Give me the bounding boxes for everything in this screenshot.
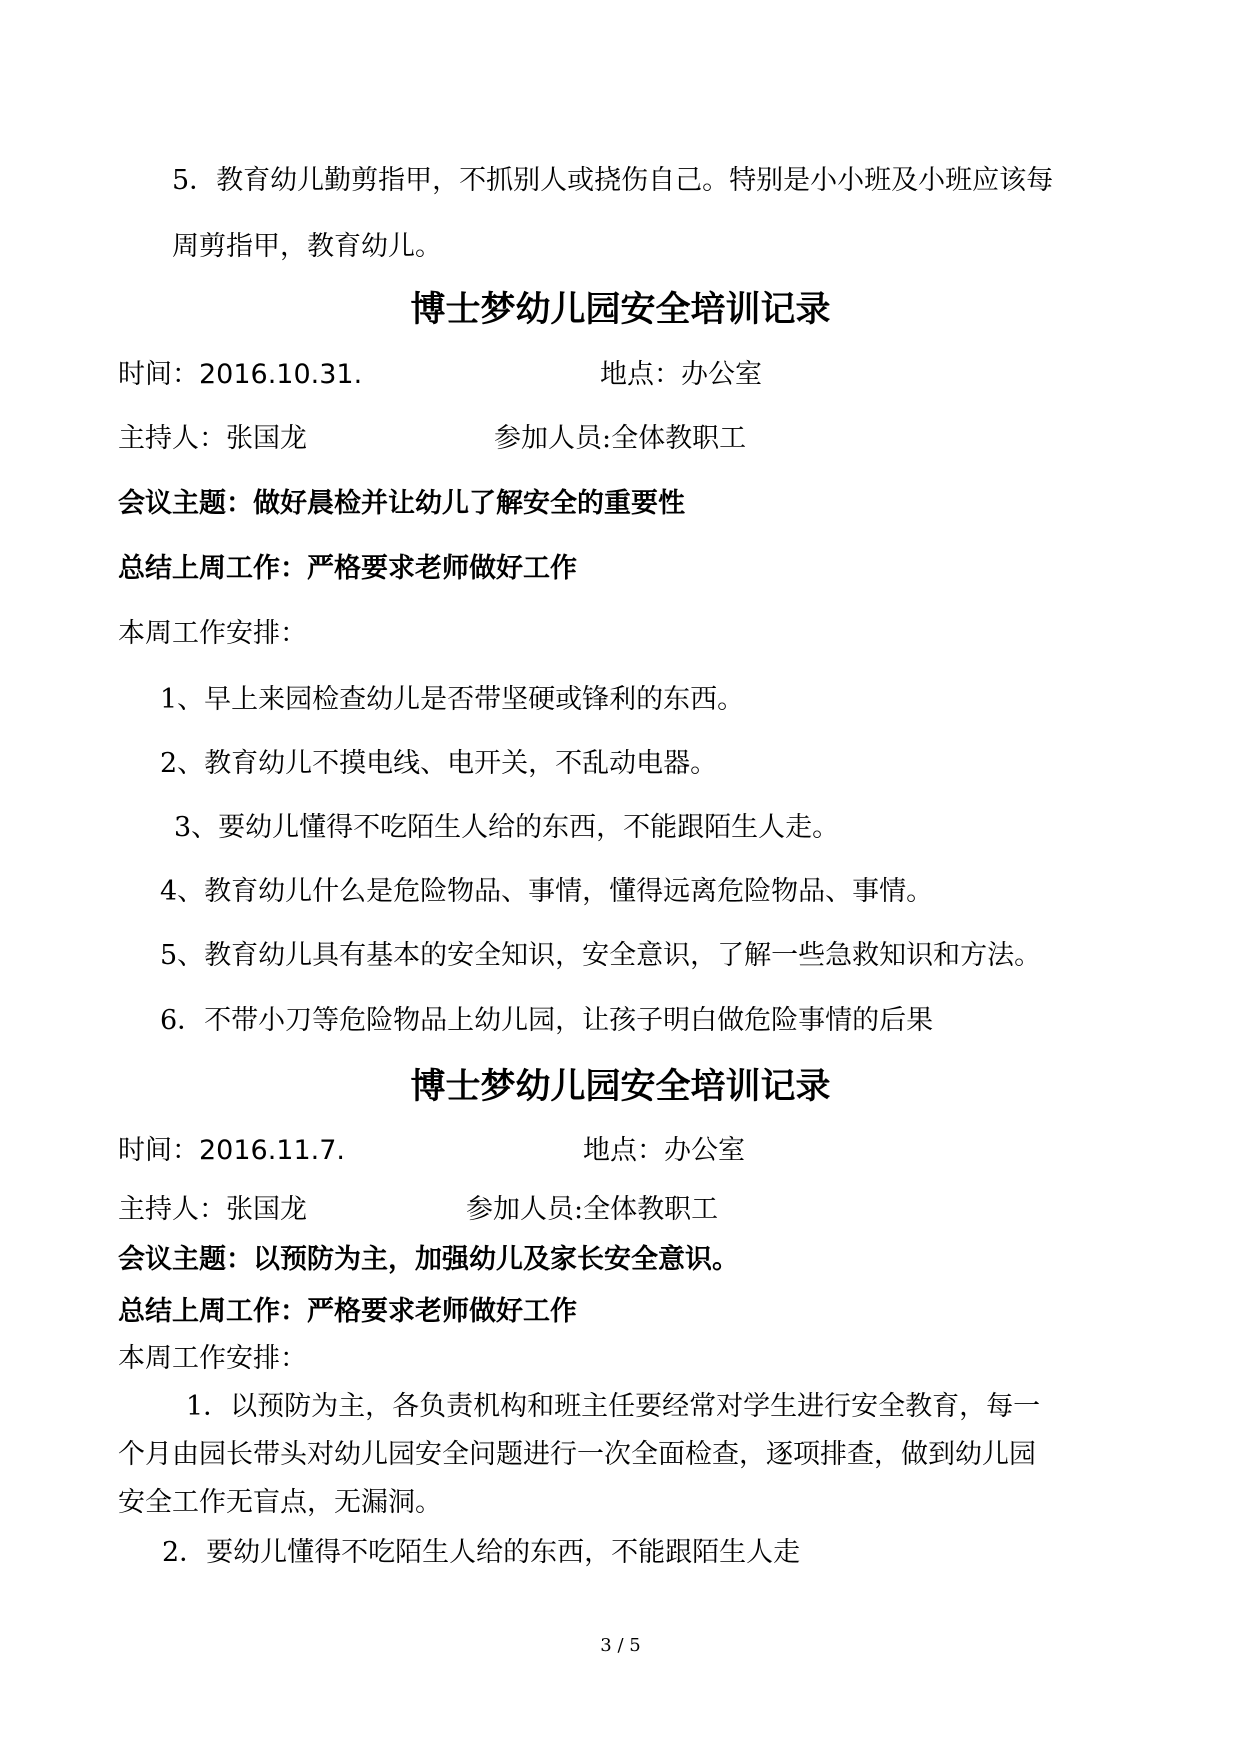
section-2-summary: 总结上周工作：严格要求老师做好工作 [118, 1296, 577, 1327]
section-2-time [118, 1133, 345, 1169]
item-5-line-2: 周剪指甲，教育幼儿。 [172, 231, 442, 262]
section-1-title: 博士梦幼儿园安全培训记录 [410, 290, 831, 330]
section-1-theme: 会议主题：做好晨检并让幼儿了解安全的重要性 [118, 488, 685, 519]
section-1-host: 主持人：张国龙 [118, 423, 307, 454]
section-2-theme: 会议主题：以预防为主，加强幼儿及家长安全意识。 [118, 1244, 739, 1275]
section-1-item-6: 6．不带小刀等危险物品上幼儿园，让孩子明白做危险事情的后果 [160, 1005, 934, 1036]
section-2-place: 地点：办公室 [583, 1135, 745, 1166]
item-5-line-1: 5．教育幼儿勤剪指甲，不抓别人或挠伤自己。特别是小小班及小班应该每 [172, 165, 1054, 196]
section-2-attendees: 参加人员:全体教职工 [466, 1194, 719, 1225]
time-label: 时间： [118, 359, 199, 390]
section-2-title: 博士梦幼儿园安全培训记录 [410, 1067, 831, 1107]
time-value: 2016.11.7. [199, 1135, 345, 1166]
section-1-item-2: 2、教育幼儿不摸电线、电开关，不乱动电器。 [160, 748, 718, 779]
section-2-host: 主持人：张国龙 [118, 1194, 307, 1225]
page-number: 3 / 5 [600, 1635, 641, 1656]
section-2-item-1-line-1: 1．以预防为主，各负责机构和班主任要经常对学生进行安全教育，每一 [186, 1391, 1041, 1422]
section-1-item-5: 5、教育幼儿具有基本的安全知识，安全意识，了解一些急救知识和方法。 [160, 940, 1042, 971]
section-1-summary: 总结上周工作：严格要求老师做好工作 [118, 553, 577, 584]
section-1-item-4: 4、教育幼儿什么是危险物品、事情，懂得远离危险物品、事情。 [160, 876, 934, 907]
time-label: 时间： [118, 1135, 199, 1166]
section-2-plan-label: 本周工作安排： [118, 1343, 307, 1374]
section-1-item-3: 3、要幼儿懂得不吃陌生人给的东西，不能跟陌生人走。 [174, 812, 840, 843]
section-2-item-1-line-2: 个月由园长带头对幼儿园安全问题进行一次全面检查，逐项排查，做到幼儿园 [118, 1439, 1036, 1470]
section-2-item-1-line-3: 安全工作无盲点，无漏洞。 [118, 1487, 442, 1518]
time-value: 2016.10.31. [199, 359, 363, 390]
section-1-item-1: 1、早上来园检查幼儿是否带坚硬或锋利的东西。 [160, 684, 745, 715]
section-1-plan-label: 本周工作安排： [118, 618, 307, 649]
section-2-item-2: 2．要幼儿懂得不吃陌生人给的东西，不能跟陌生人走 [162, 1537, 801, 1568]
section-1-place: 地点：办公室 [600, 359, 762, 390]
section-1-time [118, 357, 362, 393]
section-1-attendees: 参加人员:全体教职工 [494, 423, 747, 454]
